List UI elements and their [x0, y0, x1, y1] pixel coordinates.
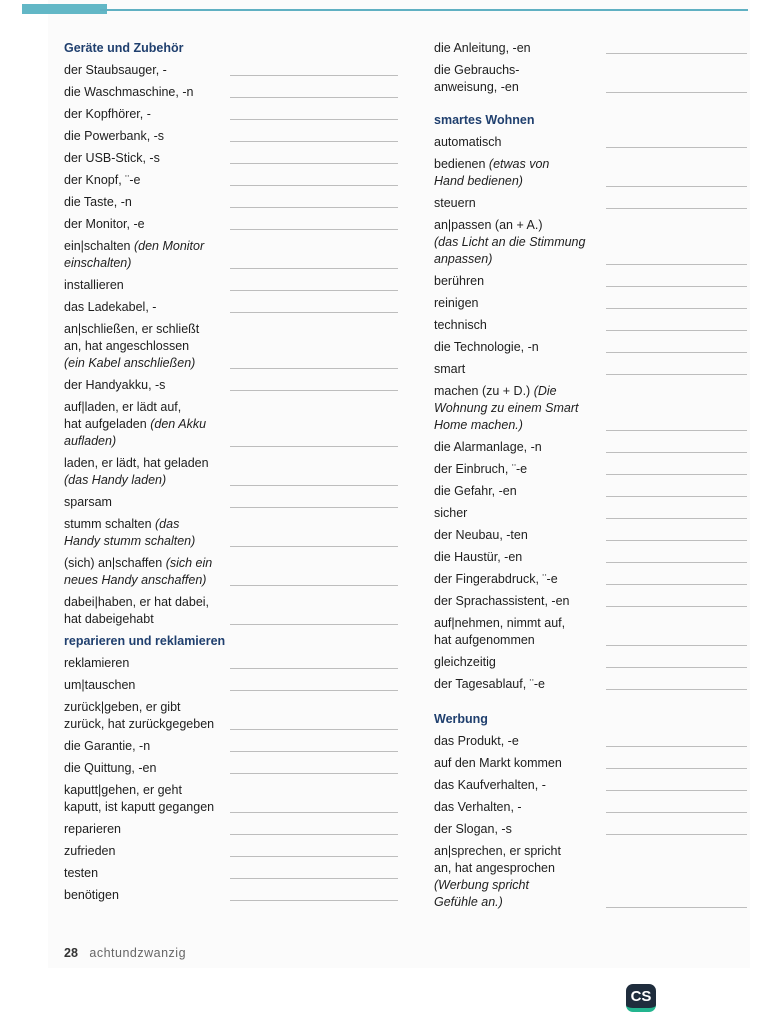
answer-line[interactable]	[606, 474, 747, 475]
vocab-entry: auf|laden, er lädt auf, hat aufgeladen (den Akku aufladen)	[64, 399, 398, 450]
vocab-entry: der Einbruch, ¨-e	[434, 461, 747, 478]
vocab-entry: reklamieren	[64, 655, 398, 672]
answer-line[interactable]	[230, 812, 398, 813]
vocab-entry: smart	[434, 361, 747, 378]
answer-line[interactable]	[606, 518, 747, 519]
vocab-entry: zufrieden	[64, 843, 398, 860]
vocab-entry: der Monitor, -e	[64, 216, 398, 233]
answer-line[interactable]	[230, 624, 398, 625]
vocab-entry: an|passen (an + A.) (das Licht an die Stimmung anpassen)	[434, 217, 747, 268]
answer-line[interactable]	[606, 606, 747, 607]
vocab-entry: die Haustür, -en	[434, 549, 747, 566]
vocab-entry: sicher	[434, 505, 747, 522]
answer-line[interactable]	[606, 330, 747, 331]
answer-line[interactable]	[230, 751, 398, 752]
answer-line[interactable]	[606, 790, 747, 791]
vocab-entry: die Anleitung, -en	[434, 40, 747, 57]
vocab-entry: der Staubsauger, -	[64, 62, 398, 79]
answer-line[interactable]	[230, 729, 398, 730]
vocab-entry: ein|schalten (den Monitor einschalten)	[64, 238, 398, 272]
answer-line[interactable]	[230, 507, 398, 508]
vocab-entry: das Kaufverhalten, -	[434, 777, 747, 794]
answer-line[interactable]	[606, 907, 747, 908]
answer-line[interactable]	[230, 668, 398, 669]
answer-line[interactable]	[230, 119, 398, 120]
answer-line[interactable]	[230, 141, 398, 142]
answer-line[interactable]	[230, 390, 398, 391]
answer-line[interactable]	[606, 430, 747, 431]
section-heading: Geräte und Zubehör	[64, 41, 184, 55]
answer-line[interactable]	[606, 496, 747, 497]
vocab-entry: der Kopfhörer, -	[64, 106, 398, 123]
answer-line[interactable]	[606, 374, 747, 375]
vocab-entry: der USB-Stick, -s	[64, 150, 398, 167]
vocab-entry: reparieren	[64, 821, 398, 838]
vocab-entry: die Powerbank, -s	[64, 128, 398, 145]
answer-line[interactable]	[230, 773, 398, 774]
page-number: 28	[64, 946, 78, 960]
vocab-entry: benötigen	[64, 887, 398, 904]
vocab-entry: berühren	[434, 273, 747, 290]
answer-line[interactable]	[230, 585, 398, 586]
vocab-entry: gleichzeitig	[434, 654, 747, 671]
vocab-entry: auf den Markt kommen	[434, 755, 747, 772]
vocab-entry: der Knopf, ¨-e	[64, 172, 398, 189]
section-heading: reparieren und reklamieren	[64, 634, 226, 648]
answer-line[interactable]	[230, 485, 398, 486]
answer-line[interactable]	[606, 689, 747, 690]
answer-line[interactable]	[606, 746, 747, 747]
vocab-entry: automatisch	[434, 134, 747, 151]
answer-line[interactable]	[606, 264, 747, 265]
vocab-entry: sparsam	[64, 494, 398, 511]
vocab-entry: die Technologie, -n	[434, 339, 747, 356]
vocab-entry: stumm schalten (das Handy stumm schalten)	[64, 516, 398, 550]
answer-line[interactable]	[606, 308, 747, 309]
vocab-entry: der Tagesablauf, ¨-e	[434, 676, 747, 693]
vocab-entry: die Alarmanlage, -n	[434, 439, 747, 456]
answer-line[interactable]	[230, 290, 398, 291]
vocab-entry: laden, er lädt, hat geladen (das Handy laden)	[64, 455, 398, 489]
vocab-entry: der Neubau, -ten	[434, 527, 747, 544]
section-heading: smartes Wohnen	[434, 113, 535, 127]
vocab-entry: der Handyakku, -s	[64, 377, 398, 394]
vocab-entry: der Slogan, -s	[434, 821, 747, 838]
answer-line[interactable]	[606, 834, 747, 835]
vocab-entry: (sich) an|schaffen (sich ein neues Handy anschaffen)	[64, 555, 398, 589]
page-footer	[64, 946, 186, 960]
section-heading: Werbung	[434, 712, 488, 726]
answer-line[interactable]	[230, 446, 398, 447]
vocab-entry: reinigen	[434, 295, 747, 312]
answer-line[interactable]	[606, 147, 747, 148]
vocab-entry: technisch	[434, 317, 747, 334]
vocab-entry: das Produkt, -e	[434, 733, 747, 750]
answer-line[interactable]	[230, 268, 398, 269]
vocab-entry: kaputt|gehen, er geht kaputt, ist kaputt gegangen	[64, 782, 398, 816]
vocab-entry: die Quittung, -en	[64, 760, 398, 777]
camscanner-logo-icon: CS	[626, 984, 656, 1012]
answer-line[interactable]	[230, 75, 398, 76]
vocab-entry: der Sprachassistent, -en	[434, 593, 747, 610]
answer-line[interactable]	[606, 208, 747, 209]
answer-line[interactable]	[230, 900, 398, 901]
answer-line[interactable]	[230, 207, 398, 208]
answer-line[interactable]	[606, 584, 747, 585]
answer-line[interactable]	[230, 163, 398, 164]
page-number-word: achtundzwanzig	[89, 946, 187, 960]
answer-line[interactable]	[606, 645, 747, 646]
header-accent-bar	[22, 4, 107, 14]
answer-line[interactable]	[230, 878, 398, 879]
answer-line[interactable]	[230, 690, 398, 691]
vocab-entry: installieren	[64, 277, 398, 294]
answer-line[interactable]	[606, 286, 747, 287]
left-column	[64, 40, 398, 909]
vocab-entry: die Taste, -n	[64, 194, 398, 211]
vocab-entry: machen (zu + D.) (Die Wohnung zu einem Smart Home machen.)	[434, 383, 747, 434]
vocab-entry: an|schließen, er schließt an, hat angeschlossen (ein Kabel anschließen)	[64, 321, 398, 372]
answer-line[interactable]	[230, 856, 398, 857]
vocab-entry: die Garantie, -n	[64, 738, 398, 755]
answer-line[interactable]	[606, 562, 747, 563]
vocab-entry: an|sprechen, er spricht an, hat angesprochen (Werbung spricht Gefühle an.)	[434, 843, 747, 911]
vocab-entry: die Gefahr, -en	[434, 483, 747, 500]
answer-line[interactable]	[606, 53, 747, 54]
answer-line[interactable]	[606, 92, 747, 93]
answer-line[interactable]	[230, 546, 398, 547]
vocab-entry: dabei|haben, er hat dabei, hat dabeigehabt	[64, 594, 398, 628]
header-rule	[100, 9, 748, 11]
vocab-entry: die Gebrauchs- anweisung, -en	[434, 62, 747, 96]
answer-line[interactable]	[606, 540, 747, 541]
answer-line[interactable]	[230, 368, 398, 369]
right-column	[434, 40, 747, 916]
answer-line[interactable]	[606, 186, 747, 187]
answer-line[interactable]	[230, 229, 398, 230]
vocab-entry: auf|nehmen, nimmt auf, hat aufgenommen	[434, 615, 747, 649]
vocab-entry: das Ladekabel, -	[64, 299, 398, 316]
vocab-entry: bedienen (etwas von Hand bedienen)	[434, 156, 747, 190]
answer-line[interactable]	[230, 834, 398, 835]
answer-line[interactable]	[606, 352, 747, 353]
answer-line[interactable]	[606, 452, 747, 453]
answer-line[interactable]	[230, 185, 398, 186]
vocab-entry: steuern	[434, 195, 747, 212]
vocab-entry: der Fingerabdruck, ¨-e	[434, 571, 747, 588]
answer-line[interactable]	[606, 812, 747, 813]
answer-line[interactable]	[230, 97, 398, 98]
vocab-entry: zurück|geben, er gibt zurück, hat zurückgegeben	[64, 699, 398, 733]
vocab-entry: die Waschmaschine, -n	[64, 84, 398, 101]
answer-line[interactable]	[606, 667, 747, 668]
vocab-entry: das Verhalten, -	[434, 799, 747, 816]
answer-line[interactable]	[606, 768, 747, 769]
vocab-entry: testen	[64, 865, 398, 882]
vocab-entry: um|tauschen	[64, 677, 398, 694]
answer-line[interactable]	[230, 312, 398, 313]
